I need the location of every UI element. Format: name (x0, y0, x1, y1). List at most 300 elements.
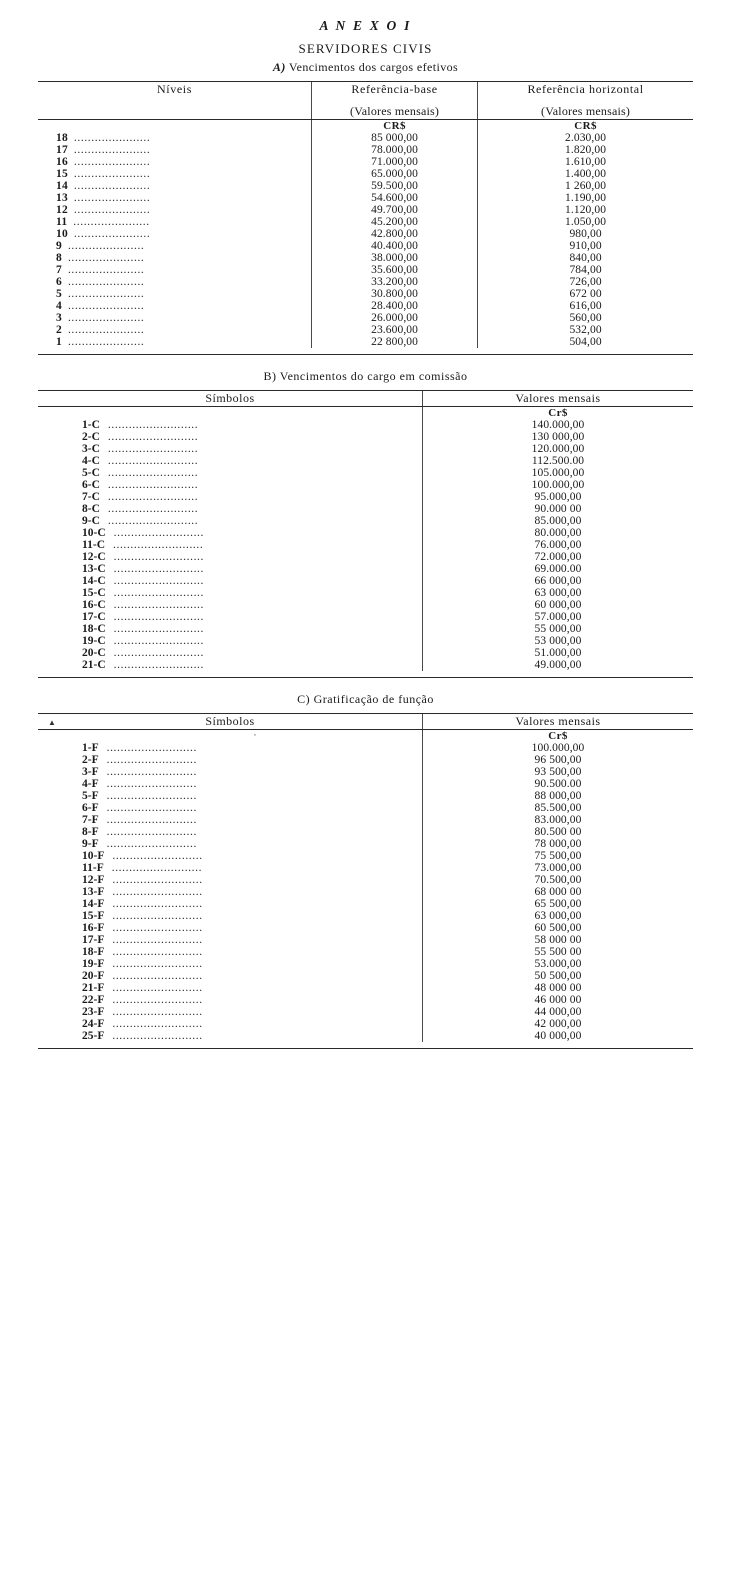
table-a-currency-row (38, 120, 693, 133)
dot-leader: ...................... (73, 168, 151, 180)
table-row (38, 898, 693, 910)
dot-leader: .......................... (112, 946, 203, 958)
table-a-level-label: 10 (56, 228, 68, 240)
table-b-value: 85.000,00 (423, 515, 694, 527)
table-a-horizontal-value: 1.820,00 (478, 144, 693, 156)
table-a-base-value: 30.800,00 (312, 288, 478, 300)
table-a-level-cell (38, 336, 312, 348)
table-row (38, 778, 693, 790)
dot-leader: .......................... (113, 587, 204, 599)
dot-leader: .......................... (112, 934, 203, 946)
table-a-col-horizontal-sublabel: (Valores mensais) (541, 104, 631, 118)
table-b-value: 100.000,00 (423, 479, 694, 491)
table-c-symbol-label: 23-F (82, 1006, 105, 1018)
table-a-level-label: 4 (56, 300, 62, 312)
table-row (38, 982, 693, 994)
table-c-symbol-label: 8-F (82, 826, 99, 838)
table-row (38, 742, 693, 754)
table-c-value: 44 000,00 (423, 1006, 694, 1018)
dot-leader: ...................... (67, 288, 145, 300)
dot-leader: .......................... (107, 515, 199, 527)
table-row (38, 431, 693, 443)
table-b-symbol-cell (38, 479, 423, 491)
dot-leader: ...................... (73, 216, 150, 228)
table-b-value: 90.000 00 (423, 503, 694, 515)
section-b-heading (38, 369, 693, 384)
dot-leader: .......................... (113, 599, 204, 611)
dot-leader: .......................... (106, 754, 197, 766)
table-b-symbol-cell (38, 527, 423, 539)
document-subtitle: SERVIDORES CIVIS (298, 41, 433, 56)
table-a-base-value: 33.200,00 (312, 276, 478, 288)
table-c-symbol-label: 13-F (82, 886, 105, 898)
table-c-col-valores: Valores mensais (423, 714, 694, 730)
table-row (38, 635, 693, 647)
table-c-symbol-label: 5-F (82, 790, 99, 802)
table-row (38, 946, 693, 958)
table-b-value: 130 000,00 (423, 431, 694, 443)
table-a-horizontal-value: 560,00 (478, 312, 693, 324)
table-a-level-label: 9 (56, 240, 62, 252)
table-c-symbol-label: 22-F (82, 994, 105, 1006)
table-b-value: 76.000,00 (423, 539, 694, 551)
dot-leader: .......................... (106, 802, 197, 814)
table-a-col-niveis (38, 82, 312, 120)
table-c-value: 80.500 00 (423, 826, 694, 838)
table-a-level-label: 12 (56, 204, 68, 216)
table-a-level-cell (38, 312, 312, 324)
table-b-symbol-label: 13-C (82, 563, 106, 575)
table-row (38, 659, 693, 671)
table-a-base-value: 54.600,00 (312, 192, 478, 204)
table-row (38, 1018, 693, 1030)
dot-leader: .......................... (106, 742, 197, 754)
table-a-currency-blank (38, 120, 312, 133)
table-a-base-value: 35.600,00 (312, 264, 478, 276)
section-a-letter: A) (272, 60, 286, 74)
table-c-value: 48 000 00 (423, 982, 694, 994)
table-b-symbol-cell (38, 599, 423, 611)
table-a-currency-base: CR$ (312, 120, 478, 133)
table-row (38, 443, 693, 455)
table-b-value: 51.000,00 (423, 647, 694, 659)
table-row (38, 970, 693, 982)
table-c-value: 100.000,00 (423, 742, 694, 754)
dot-leader: .......................... (107, 491, 199, 503)
table-a-col-base-label: Referência-base (351, 82, 438, 96)
table-b-symbol-label: 19-C (82, 635, 106, 647)
table-b-value: 120.000,00 (423, 443, 694, 455)
table-b-symbol-cell (38, 467, 423, 479)
table-c-symbol-cell (38, 1006, 423, 1018)
table-a-level-cell (38, 216, 312, 228)
table-row (38, 455, 693, 467)
dot-leader: .......................... (107, 443, 199, 455)
table-c-symbol-label: 24-F (82, 1018, 105, 1030)
section-c-letter: C) (297, 692, 311, 706)
table-a-level-cell (38, 204, 312, 216)
table-row (38, 910, 693, 922)
table-a-body (38, 132, 693, 348)
table-a-base-value: 78.000,00 (312, 144, 478, 156)
dot-leader: .......................... (106, 838, 197, 850)
section-c-heading-text: Gratificação de função (313, 692, 434, 706)
table-a-base-value: 38.000,00 (312, 252, 478, 264)
dot-leader: .......................... (113, 623, 204, 635)
dot-leader: ...................... (73, 180, 151, 192)
table-a-base-value: 85 000,00 (312, 132, 478, 144)
table-row (38, 168, 693, 180)
table-c-value: 60 500,00 (423, 922, 694, 934)
table-a-horizontal-value: 672 00 (478, 288, 693, 300)
table-c-currency-row (38, 730, 693, 743)
dot-leader: .......................... (107, 455, 199, 467)
table-b-symbol-cell (38, 539, 423, 551)
table-a (38, 81, 693, 355)
table-b-symbol-cell (38, 515, 423, 527)
dot-leader: .......................... (107, 479, 199, 491)
dot-leader: ...................... (67, 324, 145, 336)
dot-leader: ...................... (73, 156, 151, 168)
table-c-symbol-cell (38, 934, 423, 946)
table-c-value: 85.500,00 (423, 802, 694, 814)
table-a-level-cell (38, 300, 312, 312)
dot-leader: .......................... (113, 635, 204, 647)
dot-leader: .......................... (113, 647, 204, 659)
comma-mark-icon: , (254, 728, 257, 737)
table-a-horizontal-value: 980,00 (478, 228, 693, 240)
table-b-value: 72.000,00 (423, 551, 694, 563)
table-a-base-value: 42.800,00 (312, 228, 478, 240)
table-b-symbol-cell (38, 587, 423, 599)
table-c-symbol-label: 20-F (82, 970, 105, 982)
table-b-bottom-spacer (38, 671, 693, 677)
table-row (38, 754, 693, 766)
table-row (38, 216, 693, 228)
table-a-horizontal-value: 504,00 (478, 336, 693, 348)
table-a-level-label: 6 (56, 276, 62, 288)
table-c-symbol-label: 3-F (82, 766, 99, 778)
section-a-heading (38, 60, 693, 75)
table-c-value: 83.000,00 (423, 814, 694, 826)
table-b-symbol-cell (38, 635, 423, 647)
table-row (38, 599, 693, 611)
section-b-letter: B) (263, 369, 277, 383)
table-row (38, 312, 693, 324)
table-a-base-value: 59.500,00 (312, 180, 478, 192)
table-b-value: 140.000,00 (423, 419, 694, 431)
table-b-value: 55 000,00 (423, 623, 694, 635)
table-b-value: 69.000.00 (423, 563, 694, 575)
table-b-symbol-label: 10-C (82, 527, 106, 539)
table-a-level-cell (38, 252, 312, 264)
table-c-symbol-label: 11-F (82, 862, 104, 874)
table-c-symbol-cell (38, 802, 423, 814)
table-c-symbol-label: 9-F (82, 838, 99, 850)
table-a-level-cell (38, 264, 312, 276)
table-b-symbol-label: 9-C (82, 515, 100, 527)
table-row (38, 336, 693, 348)
table-c-value: 93 500,00 (423, 766, 694, 778)
table-a-base-value: 45.200,00 (312, 216, 478, 228)
table-a-horizontal-value: 784,00 (478, 264, 693, 276)
table-c-symbol-cell (38, 874, 423, 886)
dot-leader: .......................... (106, 814, 197, 826)
table-c-symbol-cell (38, 970, 423, 982)
table-a-level-cell (38, 228, 312, 240)
table-b-symbol-cell (38, 455, 423, 467)
page-title: A N E X O I (319, 18, 412, 33)
table-c-symbol-cell (38, 1018, 423, 1030)
table-row (38, 587, 693, 599)
table-c-symbol-label: 15-F (82, 910, 105, 922)
dot-leader: .......................... (113, 659, 204, 671)
table-c-symbol-label: 1-F (82, 742, 99, 754)
table-c-symbol-cell (38, 766, 423, 778)
table-a-base-value: 28.400,00 (312, 300, 478, 312)
table-a-bottom-spacer (38, 348, 693, 354)
table-c-symbol-cell (38, 982, 423, 994)
dot-leader: .......................... (112, 958, 203, 970)
table-c-value: 68 000 00 (423, 886, 694, 898)
table-c-value: 63 000,00 (423, 910, 694, 922)
table-a-base-value: 71.000,00 (312, 156, 478, 168)
table-c-value: 40 000,00 (423, 1030, 694, 1042)
table-a-horizontal-value: 1.050,00 (478, 216, 693, 228)
table-b-col-simbolos: Símbolos (38, 391, 423, 407)
dot-leader: .......................... (107, 503, 199, 515)
table-row (38, 802, 693, 814)
table-row (38, 479, 693, 491)
table-b-value: 53 000,00 (423, 635, 694, 647)
table-c-value: 42 000,00 (423, 1018, 694, 1030)
table-b-symbol-label: 2-C (82, 431, 100, 443)
dot-leader: .......................... (112, 1006, 203, 1018)
table-row (38, 491, 693, 503)
table-b-symbol-cell (38, 431, 423, 443)
table-a-base-value: 23.600,00 (312, 324, 478, 336)
table-row (38, 300, 693, 312)
dot-leader: ...................... (67, 240, 145, 252)
table-a-level-cell (38, 168, 312, 180)
table-c-symbol-cell (38, 862, 423, 874)
table-a-level-label: 3 (56, 312, 62, 324)
table-row (38, 826, 693, 838)
table-b-symbol-cell (38, 491, 423, 503)
dot-leader: .......................... (113, 527, 204, 539)
table-b-symbol-cell (38, 563, 423, 575)
dot-leader: ...................... (73, 132, 151, 144)
table-b-symbol-cell (38, 503, 423, 515)
table-c-symbol-cell (38, 994, 423, 1006)
table-a-horizontal-value: 840,00 (478, 252, 693, 264)
table-a-horizontal-value: 726,00 (478, 276, 693, 288)
dot-leader: .......................... (112, 982, 203, 994)
table-a-horizontal-value: 910,00 (478, 240, 693, 252)
dot-leader: .......................... (112, 1030, 203, 1042)
dot-leader: .......................... (107, 431, 199, 443)
table-row (38, 1030, 693, 1042)
table-c-symbol-cell (38, 814, 423, 826)
table-b-currency-row (38, 407, 693, 420)
table-c-symbol-cell (38, 850, 423, 862)
table-c-symbol-label: 12-F (82, 874, 105, 886)
section-a-heading-text: Vencimentos dos cargos efetivos (288, 60, 459, 74)
table-row (38, 850, 693, 862)
dot-leader: .......................... (113, 611, 204, 623)
table-c-symbol-label: 17-F (82, 934, 105, 946)
dot-leader: .......................... (113, 551, 204, 563)
table-c-value: 96 500,00 (423, 754, 694, 766)
table-b-value: 80.000,00 (423, 527, 694, 539)
table-b-symbol-label: 4-C (82, 455, 100, 467)
table-a-level-cell (38, 156, 312, 168)
table-c-header-row (38, 714, 693, 730)
table-row (38, 515, 693, 527)
table-c-symbol-label: 25-F (82, 1030, 105, 1042)
table-row (38, 156, 693, 168)
dot-leader: ...................... (73, 144, 151, 156)
dot-leader: ...................... (73, 192, 151, 204)
table-c-symbol-label: 4-F (82, 778, 99, 790)
table-row (38, 563, 693, 575)
table-a-horizontal-value: 532,00 (478, 324, 693, 336)
table-c-symbol-cell (38, 922, 423, 934)
table-c-symbol-cell (38, 958, 423, 970)
table-c-symbol-label: 2-F (82, 754, 99, 766)
table-c-value: 50 500,00 (423, 970, 694, 982)
table-a-level-label: 14 (56, 180, 68, 192)
table-a-horizontal-value: 2.030,00 (478, 132, 693, 144)
table-a-horizontal-value: 1.120,00 (478, 204, 693, 216)
table-a-level-label: 1 (56, 336, 62, 348)
table-b-symbol-label: 1-C (82, 419, 100, 431)
table-b-symbol-label: 16-C (82, 599, 106, 611)
table-b-symbol-label: 5-C (82, 467, 100, 479)
table-row (38, 419, 693, 431)
table-row (38, 288, 693, 300)
table-a-level-label: 17 (56, 144, 68, 156)
table-b-symbol-label: 11-C (82, 539, 105, 551)
table-a-col-base-sublabel: (Valores mensais) (350, 104, 440, 118)
table-b-value: 112.500.00 (423, 455, 694, 467)
dot-leader: .......................... (112, 886, 203, 898)
table-a-horizontal-value: 616,00 (478, 300, 693, 312)
table-b-value: 105.000,00 (423, 467, 694, 479)
table-a-level-label: 11 (56, 216, 68, 228)
dot-leader: ...................... (73, 228, 151, 240)
dot-leader: .......................... (112, 970, 203, 982)
table-c-value: 75 500,00 (423, 850, 694, 862)
table-row (38, 575, 693, 587)
table-row (38, 252, 693, 264)
table-c-value: 90.500.00 (423, 778, 694, 790)
table-c-symbol-label: 6-F (82, 802, 99, 814)
dot-leader: .......................... (106, 826, 197, 838)
table-row (38, 934, 693, 946)
table-a-horizontal-value: 1 260,00 (478, 180, 693, 192)
dot-leader: .......................... (107, 467, 199, 479)
table-a-level-cell (38, 144, 312, 156)
dot-leader: .......................... (111, 862, 203, 874)
table-c-value: 55 500 00 (423, 946, 694, 958)
table-b-symbol-label: 12-C (82, 551, 106, 563)
table-c-value: 73.000,00 (423, 862, 694, 874)
table-c-currency: Cr$ (423, 730, 694, 743)
table-b-symbol-label: 15-C (82, 587, 106, 599)
table-row (38, 814, 693, 826)
table-c-value: 53.000,00 (423, 958, 694, 970)
table-a-base-value: 22 800,00 (312, 336, 478, 348)
table-c-symbol-cell (38, 898, 423, 910)
table-row (38, 1006, 693, 1018)
table-b-symbol-cell (38, 443, 423, 455)
table-b-value: 57.000,00 (423, 611, 694, 623)
table-row (38, 192, 693, 204)
table-b-symbol-label: 21-C (82, 659, 106, 671)
table-c-symbol-label: 14-F (82, 898, 105, 910)
table-b-symbol-cell (38, 419, 423, 431)
table-c (38, 713, 693, 1049)
table-a-base-value: 49.700,00 (312, 204, 478, 216)
table-b-grid (38, 391, 693, 677)
dot-leader: ...................... (67, 276, 145, 288)
table-row (38, 527, 693, 539)
table-row (38, 790, 693, 802)
dot-leader: .......................... (106, 766, 197, 778)
table-c-symbol-label: 21-F (82, 982, 105, 994)
table-row (38, 838, 693, 850)
table-a-horizontal-value: 1.400,00 (478, 168, 693, 180)
table-c-symbol-cell (38, 910, 423, 922)
table-row (38, 132, 693, 144)
table-b-symbol-cell (38, 551, 423, 563)
dot-leader: .......................... (106, 778, 197, 790)
dot-leader: ...................... (73, 204, 151, 216)
table-a-level-cell (38, 240, 312, 252)
table-b-symbol-label: 6-C (82, 479, 100, 491)
table-c-symbol-cell (38, 826, 423, 838)
table-b-symbol-cell (38, 623, 423, 635)
table-a-col-horizontal-label: Referência horizontal (527, 82, 644, 96)
table-a-level-label: 18 (56, 132, 68, 144)
table-c-symbol-label: 10-F (82, 850, 105, 862)
dot-leader: .......................... (112, 850, 203, 862)
table-row (38, 324, 693, 336)
table-c-bottom-spacer (38, 1042, 693, 1048)
table-b-currency: Cr$ (423, 407, 694, 420)
table-a-level-label: 15 (56, 168, 68, 180)
table-row (38, 886, 693, 898)
dot-leader: .......................... (112, 874, 203, 886)
table-c-symbol-label: 18-F (82, 946, 105, 958)
table-a-level-cell (38, 276, 312, 288)
table-a-base-value: 26.000,00 (312, 312, 478, 324)
table-a-level-label: 5 (56, 288, 62, 300)
table-b-header-row (38, 391, 693, 407)
table-c-col-simbolos (38, 714, 423, 737)
table-c-col-simbolos-label: Símbolos (205, 714, 255, 728)
table-b-currency-blank (38, 407, 423, 420)
table-c-value: 70.500,00 (423, 874, 694, 886)
table-b-symbol-cell (38, 647, 423, 659)
dot-leader: .......................... (112, 910, 203, 922)
table-c-symbol-label: 7-F (82, 814, 99, 826)
table-c-symbol-cell (38, 742, 423, 754)
table-a-grid (38, 82, 693, 354)
table-b-value: 95.000,00 (423, 491, 694, 503)
table-a-level-label: 7 (56, 264, 62, 276)
